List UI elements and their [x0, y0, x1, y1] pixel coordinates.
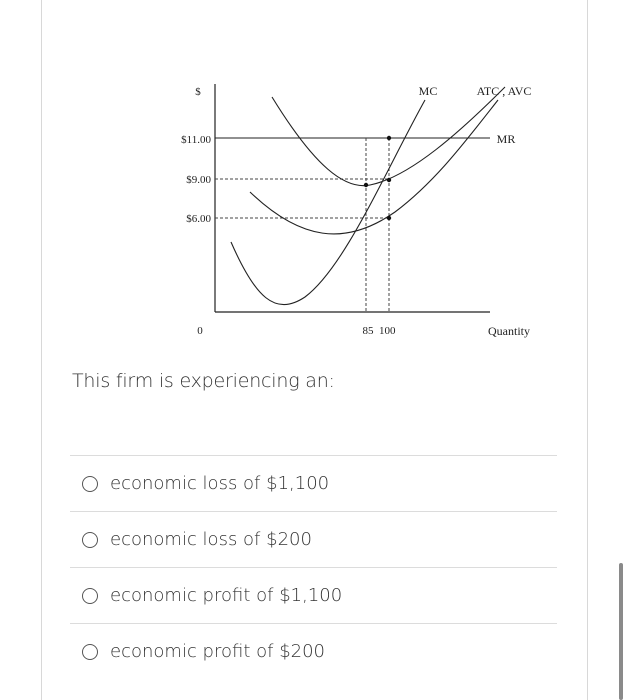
option-profit-1100[interactable] [70, 567, 557, 623]
point-avc-100 [387, 216, 391, 220]
option-loss-1100[interactable] [70, 455, 557, 511]
point-atc-100 [387, 178, 391, 182]
price-tick-6: $6.00 [186, 213, 211, 225]
radio-button[interactable] [82, 588, 98, 604]
option-profit-200[interactable] [70, 623, 557, 679]
atc-avc-label: ATC , AVC [476, 84, 532, 98]
x-axis-label: Quantity [488, 324, 530, 338]
point-mc-mr [387, 136, 391, 140]
quantity-ticks: 85 100 [362, 325, 396, 337]
point-atc-85 [364, 183, 368, 187]
option-loss-200[interactable] [70, 511, 557, 567]
option-label: economic profit of $1,100 [110, 585, 343, 606]
y-axis-label: $ [195, 86, 201, 98]
price-tick-11: $11.00 [181, 134, 211, 146]
cost-curves-graph [160, 72, 550, 352]
option-label: economic loss of $200 [110, 529, 312, 550]
option-label: economic loss of $1,100 [110, 473, 330, 494]
radio-button[interactable] [82, 644, 98, 660]
mc-label: MC [418, 84, 438, 98]
mr-label: MR [496, 132, 516, 146]
scrollbar[interactable] [619, 563, 623, 700]
radio-button[interactable] [82, 532, 98, 548]
origin-label: 0 [197, 325, 203, 337]
radio-button[interactable] [82, 476, 98, 492]
mc-curve [231, 100, 425, 305]
option-label: economic profit of $200 [110, 641, 325, 662]
price-tick-9: $9.00 [186, 174, 211, 186]
answer-options [70, 455, 557, 679]
question-prompt: This firm is experiencing an: [72, 370, 335, 392]
